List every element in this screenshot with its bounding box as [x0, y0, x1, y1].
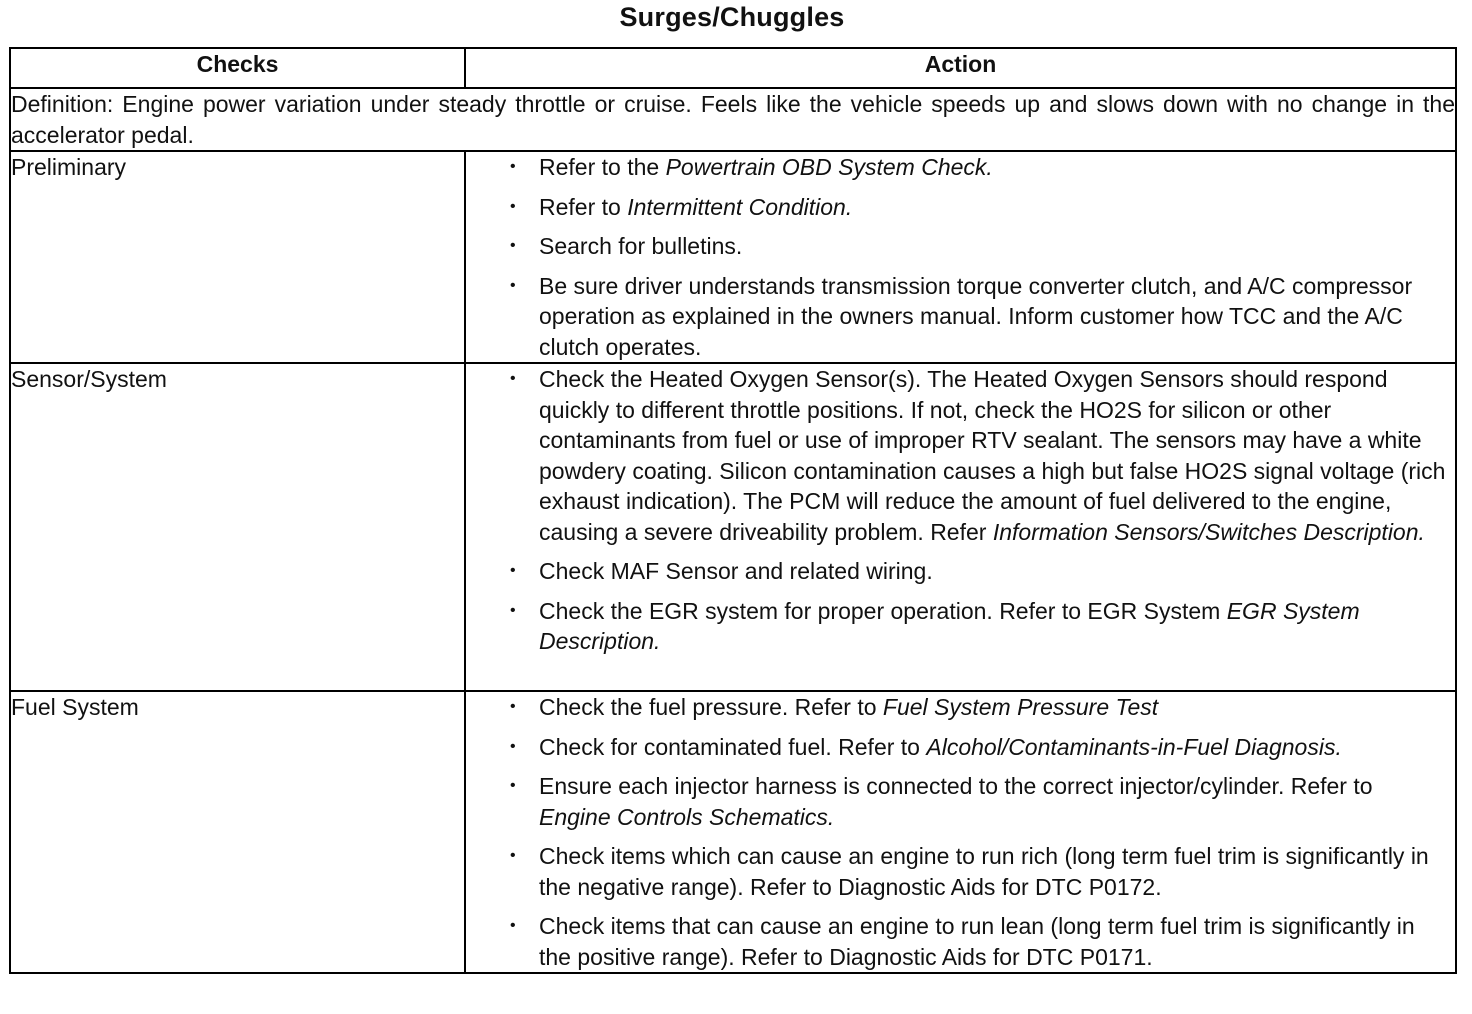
bullet-icon: • — [510, 847, 516, 864]
list-item: • Check the fuel pressure. Refer to Fuel System Pressure Test — [466, 692, 1455, 723]
bullet-icon: • — [510, 158, 516, 175]
check-label: Fuel System — [10, 691, 465, 973]
action-cell — [465, 363, 1456, 691]
check-label: Preliminary — [10, 151, 465, 363]
bullet-icon: • — [510, 917, 516, 934]
bullet-icon: • — [510, 698, 516, 715]
bullet-icon: • — [510, 737, 516, 755]
list-item: • Check items that can cause an engine to run lean (long term fuel trim is significantly in the positive range). Refer to Diagnostic Aids for DTC P0171. — [510, 913, 1415, 970]
reference-link: Alcohol/Contaminants-in-Fuel Diagnosis. — [926, 733, 1342, 760]
table-row — [10, 363, 1456, 691]
list-item: • Refer to the Powertrain OBD System Check. — [466, 152, 1455, 183]
bullet-icon: • — [510, 237, 516, 254]
reference-link: Intermittent Condition. — [627, 193, 853, 220]
list-item: • Check items which can cause an engine to run rich (long term fuel trim is significantly in the negative range). Refer to Diagnostic Aids for DTC P0172. — [510, 843, 1429, 900]
list-item: • Check MAF Sensor and related wiring. — [466, 556, 1455, 587]
list-item: • Be sure driver understands transmission torque converter clutch, and A/C compressor operation as explained in the owners manual. Inform customer how TCC and the A/C clutch operates. — [510, 272, 1413, 360]
bullet-icon: • — [510, 370, 516, 387]
diagnosis-table — [9, 47, 1457, 974]
list-item: • Check for contaminated fuel. Refer to Alcohol/Contaminants-in-Fuel Diagnosis. — [466, 732, 1455, 763]
table-row — [10, 691, 1456, 973]
definition-row — [10, 88, 1456, 151]
list-item: • Ensure each injector harness is connected to the correct injector/cylinder. Refer to Engine Controls Schematics. — [510, 773, 1373, 830]
bullet-icon: • — [510, 562, 516, 579]
list-item: • Refer to Intermittent Condition. — [466, 192, 1455, 223]
action-cell — [465, 691, 1456, 973]
list-item: • Search for bulletins. — [466, 231, 1455, 262]
action-cell — [465, 151, 1456, 363]
bullet-icon: • — [510, 276, 516, 294]
checks-column-header: Checks — [10, 48, 465, 88]
reference-link: Information Sensors/Switches Description. — [992, 518, 1425, 545]
action-column-header: Action — [465, 48, 1456, 88]
reference-link: Engine Controls Schematics. — [539, 803, 835, 830]
list-item: • Check the Heated Oxygen Sensor(s). The Heated Oxygen Sensors should respond quickly to different throttle positions. If not, check the HO2S for silicon or other contaminants from fuel or use of improper RTV sealant. The sensors may have a white powdery coating. Silicon contamination causes a high but false HO2S signal voltage (rich exhaust indication). The PCM will reduce the amount of fuel delivered to the engine, causing a severe driveability problem. Refer Information Sensors/Switches Description. — [510, 366, 1446, 545]
check-label: Sensor/System — [10, 363, 465, 691]
list-item: • Check the EGR system for proper operation. Refer to EGR System EGR System Description. — [510, 597, 1360, 654]
table-row — [10, 151, 1456, 363]
page-title: Surges/Chuggles — [619, 2, 845, 32]
bullet-icon: • — [510, 601, 516, 619]
action-list — [466, 692, 1455, 972]
bullet-icon: • — [510, 197, 516, 215]
table-header-row — [10, 48, 1456, 88]
definition-text: Definition: Engine power variation under steady throttle or cruise. Feels like the vehicle speeds up and slows down with no change in the accelerator pedal. — [10, 88, 1456, 151]
reference-link: EGR System Description. — [539, 597, 1360, 654]
action-list — [466, 364, 1455, 657]
reference-link: Powertrain OBD System Check. — [665, 154, 993, 180]
action-list — [466, 152, 1455, 362]
reference-link: Fuel System Pressure Test — [882, 694, 1159, 720]
bullet-icon: • — [510, 777, 516, 794]
